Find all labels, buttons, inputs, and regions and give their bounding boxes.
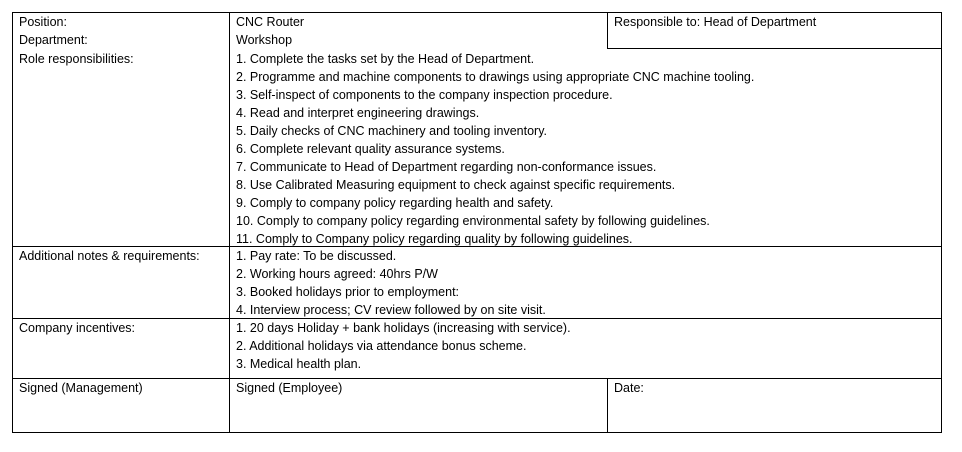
border-row-incentives	[12, 378, 942, 379]
date-label: Date:	[614, 381, 644, 395]
border-col-top-right	[607, 12, 608, 49]
list-item: 2. Working hours agreed: 40hrs P/W	[236, 267, 438, 281]
additional-notes-label: Additional notes & requirements:	[19, 249, 200, 263]
list-item: 9. Comply to company policy regarding health and safety.	[236, 196, 554, 210]
border-left	[12, 12, 13, 433]
responsible-to: Responsible to: Head of Department	[614, 15, 817, 29]
list-item: 4. Interview process; CV review followed by on site visit.	[236, 303, 546, 317]
department-value: Workshop	[236, 33, 293, 47]
role-responsibilities-list	[236, 50, 754, 248]
list-item: 11. Comply to Company policy regarding quality by following guidelines.	[236, 232, 633, 246]
border-col-bottom-right	[607, 378, 608, 433]
list-item: 7. Communicate to Head of Department regarding non-conformance issues.	[236, 160, 657, 174]
list-item: 8. Use Calibrated Measuring equipment to check against specific requirements.	[236, 178, 676, 192]
list-item: 6. Complete relevant quality assurance systems.	[236, 142, 505, 156]
list-item: 1. Complete the tasks set by the Head of Department.	[236, 52, 535, 66]
signed-employee-label: Signed (Employee)	[236, 381, 343, 395]
company-incentives-label: Company incentives:	[19, 321, 136, 335]
list-item: 10. Comply to company policy regarding environmental safety by following guidelines.	[236, 214, 710, 228]
position-value: CNC Router	[236, 15, 305, 29]
list-item: 1. 20 days Holiday + bank holidays (increasing with service).	[236, 321, 571, 335]
company-incentives-list	[236, 319, 571, 373]
list-item: 2. Additional holidays via attendance bonus scheme.	[236, 339, 527, 353]
list-item: 5. Daily checks of CNC machinery and tooling inventory.	[236, 124, 548, 138]
border-row-header	[607, 48, 942, 49]
border-right	[941, 12, 942, 433]
list-item: 1. Pay rate: To be discussed.	[236, 249, 397, 263]
border-bottom	[12, 432, 942, 433]
list-item: 3. Booked holidays prior to employment:	[236, 285, 460, 299]
list-item: 3. Self-inspect of components to the company inspection procedure.	[236, 88, 613, 102]
department-label: Department:	[19, 33, 88, 47]
signed-management-label: Signed (Management)	[19, 381, 143, 395]
border-col-1	[229, 12, 230, 433]
position-label: Position:	[19, 15, 67, 29]
additional-notes-list	[236, 247, 546, 319]
role-responsibilities-label: Role responsibilities:	[19, 52, 134, 66]
list-item: 2. Programme and machine components to drawings using appropriate CNC machine tooling.	[236, 70, 755, 84]
list-item: 3. Medical health plan.	[236, 357, 362, 371]
list-item: 4. Read and interpret engineering drawings.	[236, 106, 480, 120]
